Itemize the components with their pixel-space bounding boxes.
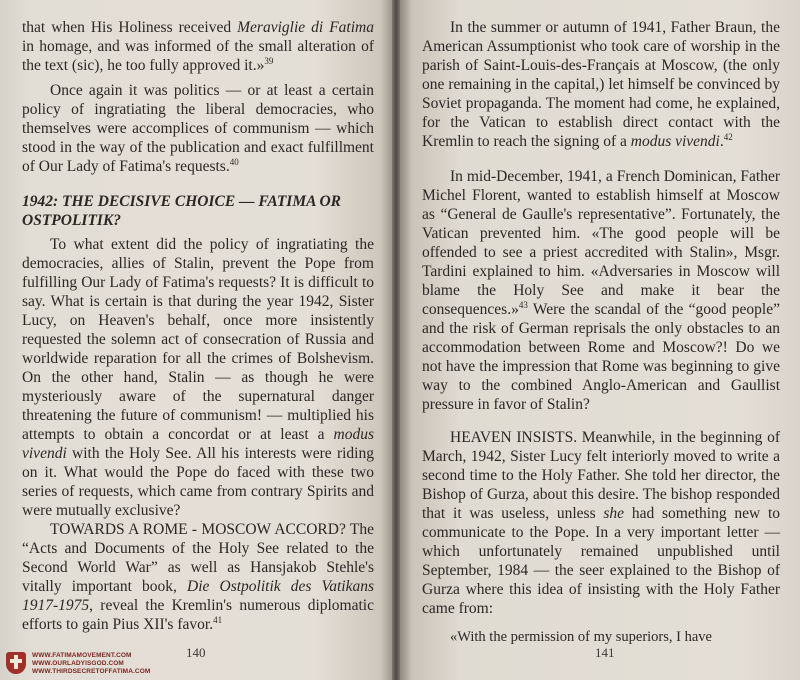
right-paragraph-4: «With the permission of my superiors, I have [450, 629, 712, 645]
footnote-ref: 42 [723, 132, 733, 142]
left-page [0, 0, 392, 680]
right-page [400, 0, 800, 680]
footnote-ref: 39 [264, 56, 274, 66]
right-paragraph-2: In mid-December, 1941, a French Dominican, Father Michel Florent, wanted to establish himself at Moscow as “General de Gaulle's representative”. Fortunately, the Vatican prevented him. «The good people will be offended to see a priest accredited with Stalin», Msgr. Tardini explained to him. «Adversaries in Moscow will blame the Holy See and make it bear the consequences.»$^{43}$ Were the scandal of the “good people” and the risk of German reprisals the only obstacles to an accommodation between Rome and Moscow?! Do we not have the impression that Rome was beginning to give way to the combined Anglo-American and Gaullist pressure in favor of Stalin? [422, 168, 780, 413]
left-paragraph-2: Once again it was politics — or at least a certain policy of ingratiating the liberal democracies, who themselves were accomplices of communism — which stood in the way of the publication and exact fulfillment of Our Lady of Fatima's requests.$^{40}$ [22, 82, 374, 175]
right-paragraph-3: HEAVEN INSISTS. Meanwhile, in the beginning of March, 1942, Sister Lucy felt interiorly moved to write a second time to the Holy Father. She told her director, the Bishop of Gurza, about this desire. The bishop responded that it was useless, unless she had something new to communicate to the Pope. In a very important letter — which unfortunately remained unpublished until September, 1984 — the seer explained to the Bishop of Gurza where this idea of insisting with the Holy Father came from: [422, 429, 781, 617]
footnote-ref: 41 [213, 615, 223, 625]
watermark-site-1: WWW.FATIMAMOVEMENT.COM [32, 652, 132, 659]
watermark-site-3: WWW.THIRDSECRETOFFATIMA.COM [32, 668, 151, 675]
fatima-logo-icon [6, 652, 26, 674]
section-heading: 1942: THE DECISIVE CHOICE — FATIMA OR OSTPOLITIK? [22, 193, 341, 229]
watermark-site-2: WWW.OURLADYISGOD.COM [32, 660, 124, 667]
watermark-footer [6, 650, 166, 678]
page-number-left: 140 [186, 645, 206, 660]
left-paragraph-3: To what extent did the policy of ingratiating the democracies, allies of Stalin, prevent the Pope from fulfilling Our Lady of Fatima's requests? It is difficult to say. What is certain is that during the year 1942, Sister Lucy, on Heaven's behalf, once more insistently requested the solemn act of consecration of Russia and worldwide reparation for all the crimes of Bolshevism. On the other hand, Stalin — as though he were mysteriously aware of the supernatural danger threatening the future of communism! — multiplied his attempts to obtain a concordat or at least a modus vivendi with the Holy See. All his interests were riding on it. What would the Pope do faced with these two series of requests, which came from contrary Spirits and were mutually exclusive? [22, 236, 374, 519]
book-spine [392, 0, 400, 680]
footnote-ref: 40 [229, 157, 239, 167]
page-number-right: 141 [595, 645, 615, 660]
book-title-meraviglie: Meraviglie di Fatima [237, 19, 374, 36]
right-paragraph-1: In the summer or autumn of 1941, Father Braun, the American Assumptionist who took care of worship in the parish of Saint-Louis-des-Français at Moscow, (the only one remaining in the capital,) let himself be convinced by Soviet propaganda. The moment had come, he explained, for the Vatican to establish direct contact with the Kremlin to reach the signing of a modus vivendi.$^{42}$ [422, 19, 780, 150]
left-paragraph-1: that when His Holiness received Meraviglie di Fatima in homage, and was informed of the small alteration of the text (sic), he too fully approved it.»$^{39}$ [22, 19, 374, 74]
footnote-ref: 43 [518, 300, 528, 310]
left-paragraph-4: TOWARDS A ROME - MOSCOW ACCORD? The “Acts and Documents of the Holy See related to the Second World War” as well as Hansjakob Stehle's vitally important book, Die Ostpolitik des Vatikans 1917-1975, reveal the Kremlin's numerous diplomatic efforts to gain Pius XII's favor.$^{41}$ [22, 521, 375, 633]
